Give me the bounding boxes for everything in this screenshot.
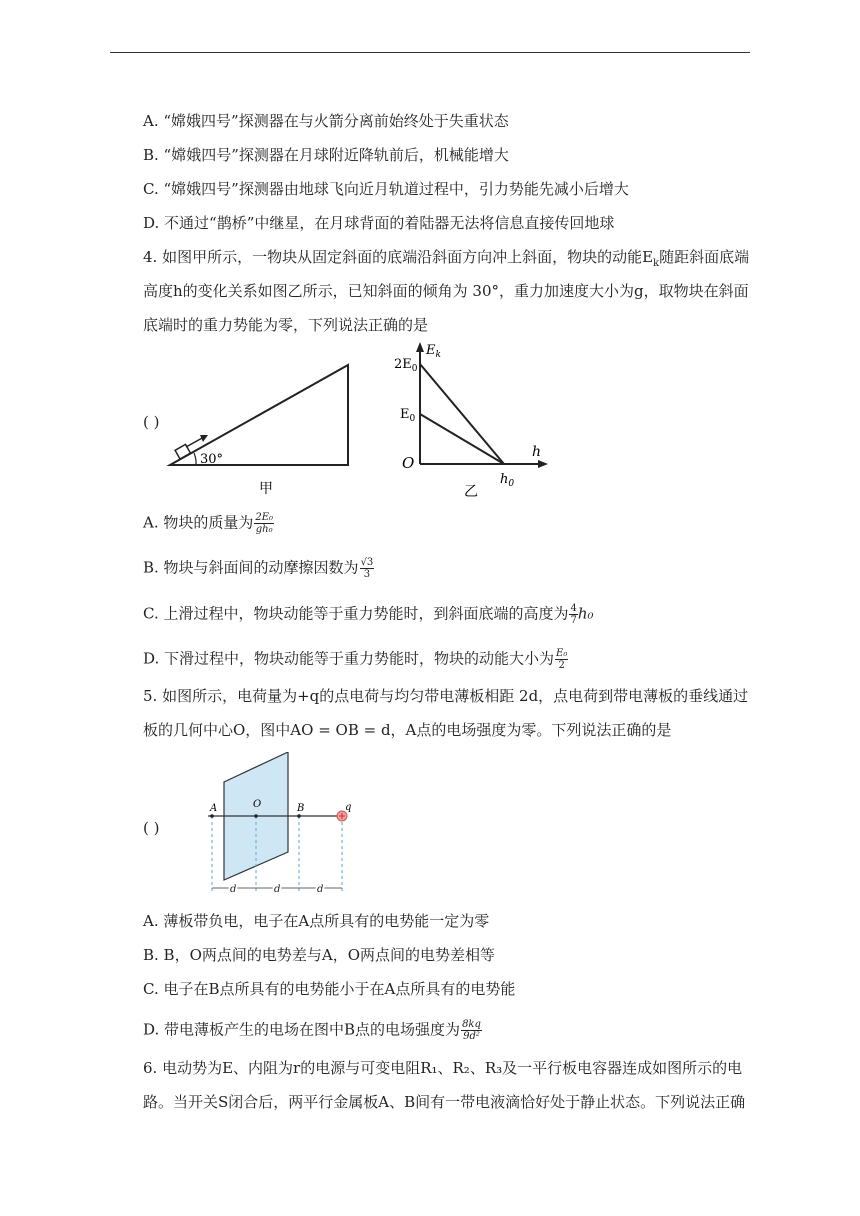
q4-stem-line1: 4. 如图甲所示，一物块从固定斜面的底端沿斜面方向冲上斜面，物块的动能$E_k$随距斜面底端 — [143, 248, 750, 269]
incline-triangle — [170, 365, 348, 465]
q5-option-c: C. 电子在B点所具有的电势能小于在A点所具有的电势能 — [143, 980, 516, 998]
q6-stem-line2: 路。当开关S闭合后，两平行金属板A、B间有一带电液滴恰好处于静止状态。下列说法正确 — [143, 1093, 746, 1111]
label-o: O — [253, 799, 262, 810]
q5-option-b: B. B，O两点间的电势差与A，O两点间的电势差相等 — [143, 946, 496, 964]
svg-text:d: d — [317, 884, 324, 895]
caption-yi: 乙 — [464, 484, 478, 500]
label-a: A — [210, 803, 218, 814]
angle-arc — [194, 453, 196, 465]
line-down — [420, 414, 504, 464]
line-up — [420, 364, 504, 464]
q5-answer-bracket: ( ) — [143, 819, 160, 837]
q4-option-a: A. 物块的质量为 $\frac{\text{2E₀}}{\text{gh₀}}$ — [143, 512, 274, 535]
tick-e0: $E_0$ — [400, 407, 416, 424]
y-label: $E_k$ — [426, 343, 441, 360]
q3-option-d: D. 不通过“鹊桥”中继星，在月球背面的着陆器无法将信息直接传回地球 — [143, 214, 615, 232]
label-q: q — [345, 802, 352, 813]
q4-figure-incline — [160, 355, 360, 500]
origin-label: O — [402, 454, 415, 472]
q4-stem-line3: 底端时的重力势能为零，下列说法正确的是 — [143, 316, 429, 334]
svg-text:d: d — [274, 884, 281, 895]
q3-option-a: A. “嫦娥四号”探测器在与火箭分离前始终处于失重状态 — [143, 112, 509, 130]
q6-stem-line1: 6. 电动势为E、内阻为r的电源与可变电阻R₁、R₂、R₃及一平行板电容器连成如图所示的电 — [143, 1059, 743, 1077]
header-rule — [110, 52, 750, 53]
q4-stem-line2: 高度h的变化关系如图乙所示，已知斜面的倾角为 30°，重力加速度大小为g，取物块在斜面 — [143, 282, 749, 300]
angle-label: 30° — [200, 452, 224, 467]
q4-option-b: B. 物块与斜面间的动摩擦因数为 $\frac{√3}{3}$ — [143, 557, 374, 580]
tick-2e0: $2E_0$ — [394, 357, 418, 374]
q4-option-d: D. 下滑过程中，物块动能等于重力势能时，物块的动能大小为 $\frac{\text{E₀}}{2}$ — [143, 648, 568, 671]
q4-answer-bracket: ( ) — [143, 413, 160, 431]
q4-figure-graph — [392, 338, 552, 500]
x-label: h — [532, 444, 542, 460]
q5-stem-line1: 5. 如图所示，电荷量为+q的点电荷与均匀带电薄板相距 2d，点电荷到带电薄板的垂线通过 — [143, 687, 749, 705]
q5-option-d: D. 带电薄板产生的电场在图中B点的电场强度为 $\frac{8kq}{\text{9d²}}$ — [143, 1019, 481, 1042]
q5-figure-plate — [200, 752, 370, 900]
svg-text:d: d — [230, 884, 237, 895]
caption-jia: 甲 — [259, 481, 273, 497]
q3-option-b: B. “嫦娥四号”探测器在月球附近降轨前后，机械能增大 — [143, 146, 509, 164]
label-b: B — [297, 803, 305, 814]
q5-stem-line2: 板的几何中心O，图中AO = OB = d，A点的电场强度为零。下列说法正确的是 — [143, 721, 672, 739]
q5-option-a: A. 薄板带负电，电子在A点所具有的电势能一定为零 — [143, 912, 490, 930]
velocity-arrow — [186, 437, 204, 447]
q4-option-c: C. 上滑过程中，物块动能等于重力势能时，到斜面底端的高度为 $\frac{4}{7}$ h₀ — [143, 603, 594, 626]
tick-h0: $h_0$ — [500, 472, 515, 489]
q3-option-c: C. “嫦娥四号”探测器由地球飞向近月轨道过程中，引力势能先减小后增大 — [143, 180, 629, 198]
